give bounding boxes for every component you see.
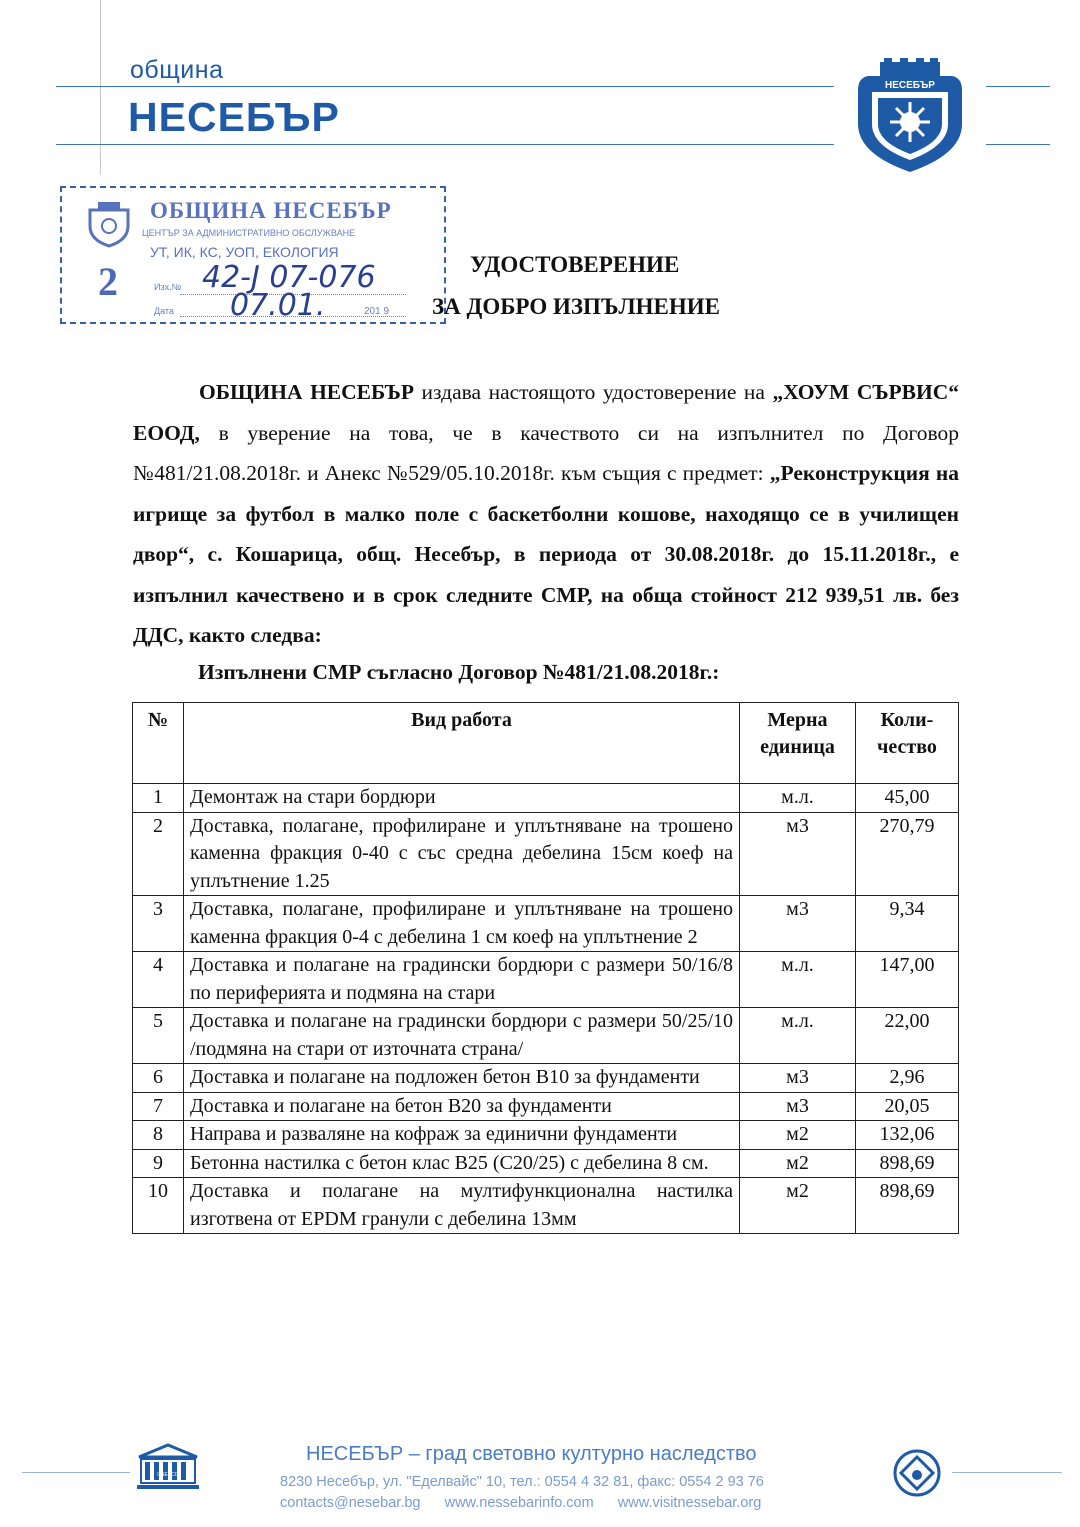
footer-slogan: НЕСЕБЪР – град световно културно наследство	[306, 1443, 757, 1465]
table-row	[133, 1092, 959, 1121]
table-header-row	[133, 703, 959, 784]
row-unit: м2	[740, 1121, 856, 1150]
row-unit: м.л.	[740, 1008, 856, 1064]
col-header-qty: Коли- чество	[856, 703, 959, 784]
footer-email[interactable]: contacts@nesebar.bg	[280, 1495, 421, 1511]
footer-rule-left	[22, 1472, 130, 1473]
row-quantity: 22,00	[856, 1008, 959, 1064]
row-work: Доставка и полагане на бетон В20 за фундаменти	[184, 1092, 740, 1121]
row-number: 8	[133, 1121, 184, 1150]
row-quantity: 898,69	[856, 1178, 959, 1234]
row-quantity: 2,96	[856, 1064, 959, 1093]
row-quantity: 45,00	[856, 784, 959, 813]
municipality-name: НЕСЕБЪР	[128, 94, 340, 140]
footer-contacts	[280, 1495, 761, 1511]
row-work: Доставка, полагане, профилиране и уплътняване на трошено каменна фракция 0-4 с дебелина 1 см коеф на уплътнение 2	[184, 896, 740, 952]
row-number: 3	[133, 896, 184, 952]
row-work: Направа и разваляне на кофраж за единични фундаменти	[184, 1121, 740, 1150]
row-work: Доставка и полагане на подложен бетон В10 за фундаменти	[184, 1064, 740, 1093]
stamp-date: 07.01.	[230, 288, 326, 323]
row-number: 5	[133, 1008, 184, 1064]
row-number: 1	[133, 784, 184, 813]
table-row	[133, 1178, 959, 1234]
stamp-crest-icon	[84, 198, 134, 248]
table-row	[133, 896, 959, 952]
row-unit: м.л.	[740, 784, 856, 813]
crest-label: НЕСЕБЪР	[885, 80, 935, 91]
document-subtitle: ЗА ДОБРО ИЗПЪЛНЕНИЕ	[432, 294, 720, 319]
registration-stamp	[60, 186, 446, 324]
row-work: Бетонна настилка с бетон клас В25 (С20/25) с дебелина 8 см.	[184, 1149, 740, 1178]
row-number: 10	[133, 1178, 184, 1234]
header-rule-bottom	[56, 144, 834, 145]
col-header-work: Вид работа	[184, 703, 740, 784]
stamp-number: 2	[98, 259, 118, 304]
header-rule-top	[56, 86, 834, 87]
table-row	[133, 952, 959, 1008]
unesco-logo-icon	[135, 1443, 201, 1493]
unesco-label: UNESCO	[157, 1472, 179, 1478]
company-name: „ХОУМ СЪРВИС“ ЕООД,	[133, 380, 959, 445]
row-work: Доставка и полагане на градински бордюри с размери 50/25/10 /подмяна на стари от източната страна/	[184, 1008, 740, 1064]
body-text-2: в уверение на това, че в качеството си на изпълнител по Договор №481/21.08.2018г. и Анекс №529/05.10.2018г. към същия с предмет:	[133, 420, 959, 485]
row-unit: м3	[740, 1064, 856, 1093]
footer-web-2[interactable]: www.visitnessebar.org	[617, 1495, 762, 1511]
row-number: 6	[133, 1064, 184, 1093]
document-title: УДОСТОВЕРЕНИЕ	[470, 252, 680, 277]
row-quantity: 147,00	[856, 952, 959, 1008]
row-number: 4	[133, 952, 184, 1008]
world-heritage-icon	[892, 1448, 942, 1498]
municipality-label: община	[130, 56, 224, 84]
row-unit: м3	[740, 1092, 856, 1121]
row-number: 2	[133, 812, 184, 896]
row-work: Доставка, полагане, профилиране и уплътняване на трошено каменна фракция 0-40 с със средна дебелина 15см коеф на уплътнение 1.25	[184, 812, 740, 896]
row-unit: м.л.	[740, 952, 856, 1008]
row-unit: м3	[740, 896, 856, 952]
contract-subject: „Реконструкция на игрище за футбол в малко поле с баскетболни кошове, находящо се в училищен двор“, с. Кошарица, общ. Несебър, в периода от 30.08.2018г. до 15.11.2018г., е изпълнил качествено и в срок следните СМР, на обща стойност 212 939,51 лв. без ДДС, както следва:	[133, 461, 960, 647]
stamp-year: 201 9	[364, 306, 390, 317]
table-row	[133, 812, 959, 896]
row-quantity: 9,34	[856, 896, 959, 952]
table-row	[133, 1008, 959, 1064]
row-work: Демонтаж на стари бордюри	[184, 784, 740, 813]
row-work: Доставка и полагане на градински бордюри с размери 50/16/8 по периферията и подмяна на стари	[184, 952, 740, 1008]
stamp-reg-number: 42-Ј 07-076	[202, 260, 376, 295]
stamp-reg-label: Изх.№	[154, 282, 182, 292]
issuer-name: ОБЩИНА НЕСЕБЪР	[199, 380, 414, 404]
body-text-1: издава настоящото удостоверение на	[413, 380, 773, 404]
row-quantity: 20,05	[856, 1092, 959, 1121]
col-header-unit: Мерна единица	[740, 703, 856, 784]
nesebar-crest-icon	[850, 58, 970, 174]
margin-line	[100, 0, 101, 175]
row-quantity: 898,69	[856, 1149, 959, 1178]
table-row	[133, 1149, 959, 1178]
works-table	[132, 702, 959, 1234]
stamp-title: ОБЩИНА НЕСЕБЪР	[150, 198, 392, 223]
works-subheading: Изпълнени СМР съгласно Договор №481/21.08.2018г.:	[198, 660, 720, 684]
col-header-no: №	[133, 703, 184, 784]
table-row	[133, 1121, 959, 1150]
header-rule-right-bottom	[986, 144, 1050, 145]
header-rule-right-top	[986, 86, 1050, 87]
row-quantity: 270,79	[856, 812, 959, 896]
row-unit: м2	[740, 1178, 856, 1234]
row-work: Доставка и полагане на мултифункционална настилка изготвена от EPDM гранули с дебелина 13мм	[184, 1178, 740, 1234]
table-row	[133, 784, 959, 813]
footer-address: 8230 Несебър, ул. "Еделвайс" 10, тел.: 0554 4 32 81, факс: 0554 2 93 76	[280, 1474, 764, 1490]
row-unit: м3	[740, 812, 856, 896]
stamp-subtitle: ЦЕНТЪР ЗА АДМИНИСТРАТИВНО ОБСЛУЖВАНЕ	[142, 228, 356, 238]
footer-rule-right	[952, 1472, 1062, 1473]
table-row	[133, 1064, 959, 1093]
stamp-date-label: Дата	[154, 306, 174, 316]
footer-web-1[interactable]: www.nessebarinfo.com	[444, 1495, 594, 1511]
row-quantity: 132,06	[856, 1121, 959, 1150]
stamp-departments: УТ, ИК, КС, УОП, ЕКОЛОГИЯ	[150, 244, 339, 260]
certificate-body	[133, 372, 959, 656]
row-unit: м2	[740, 1149, 856, 1178]
row-number: 9	[133, 1149, 184, 1178]
row-number: 7	[133, 1092, 184, 1121]
